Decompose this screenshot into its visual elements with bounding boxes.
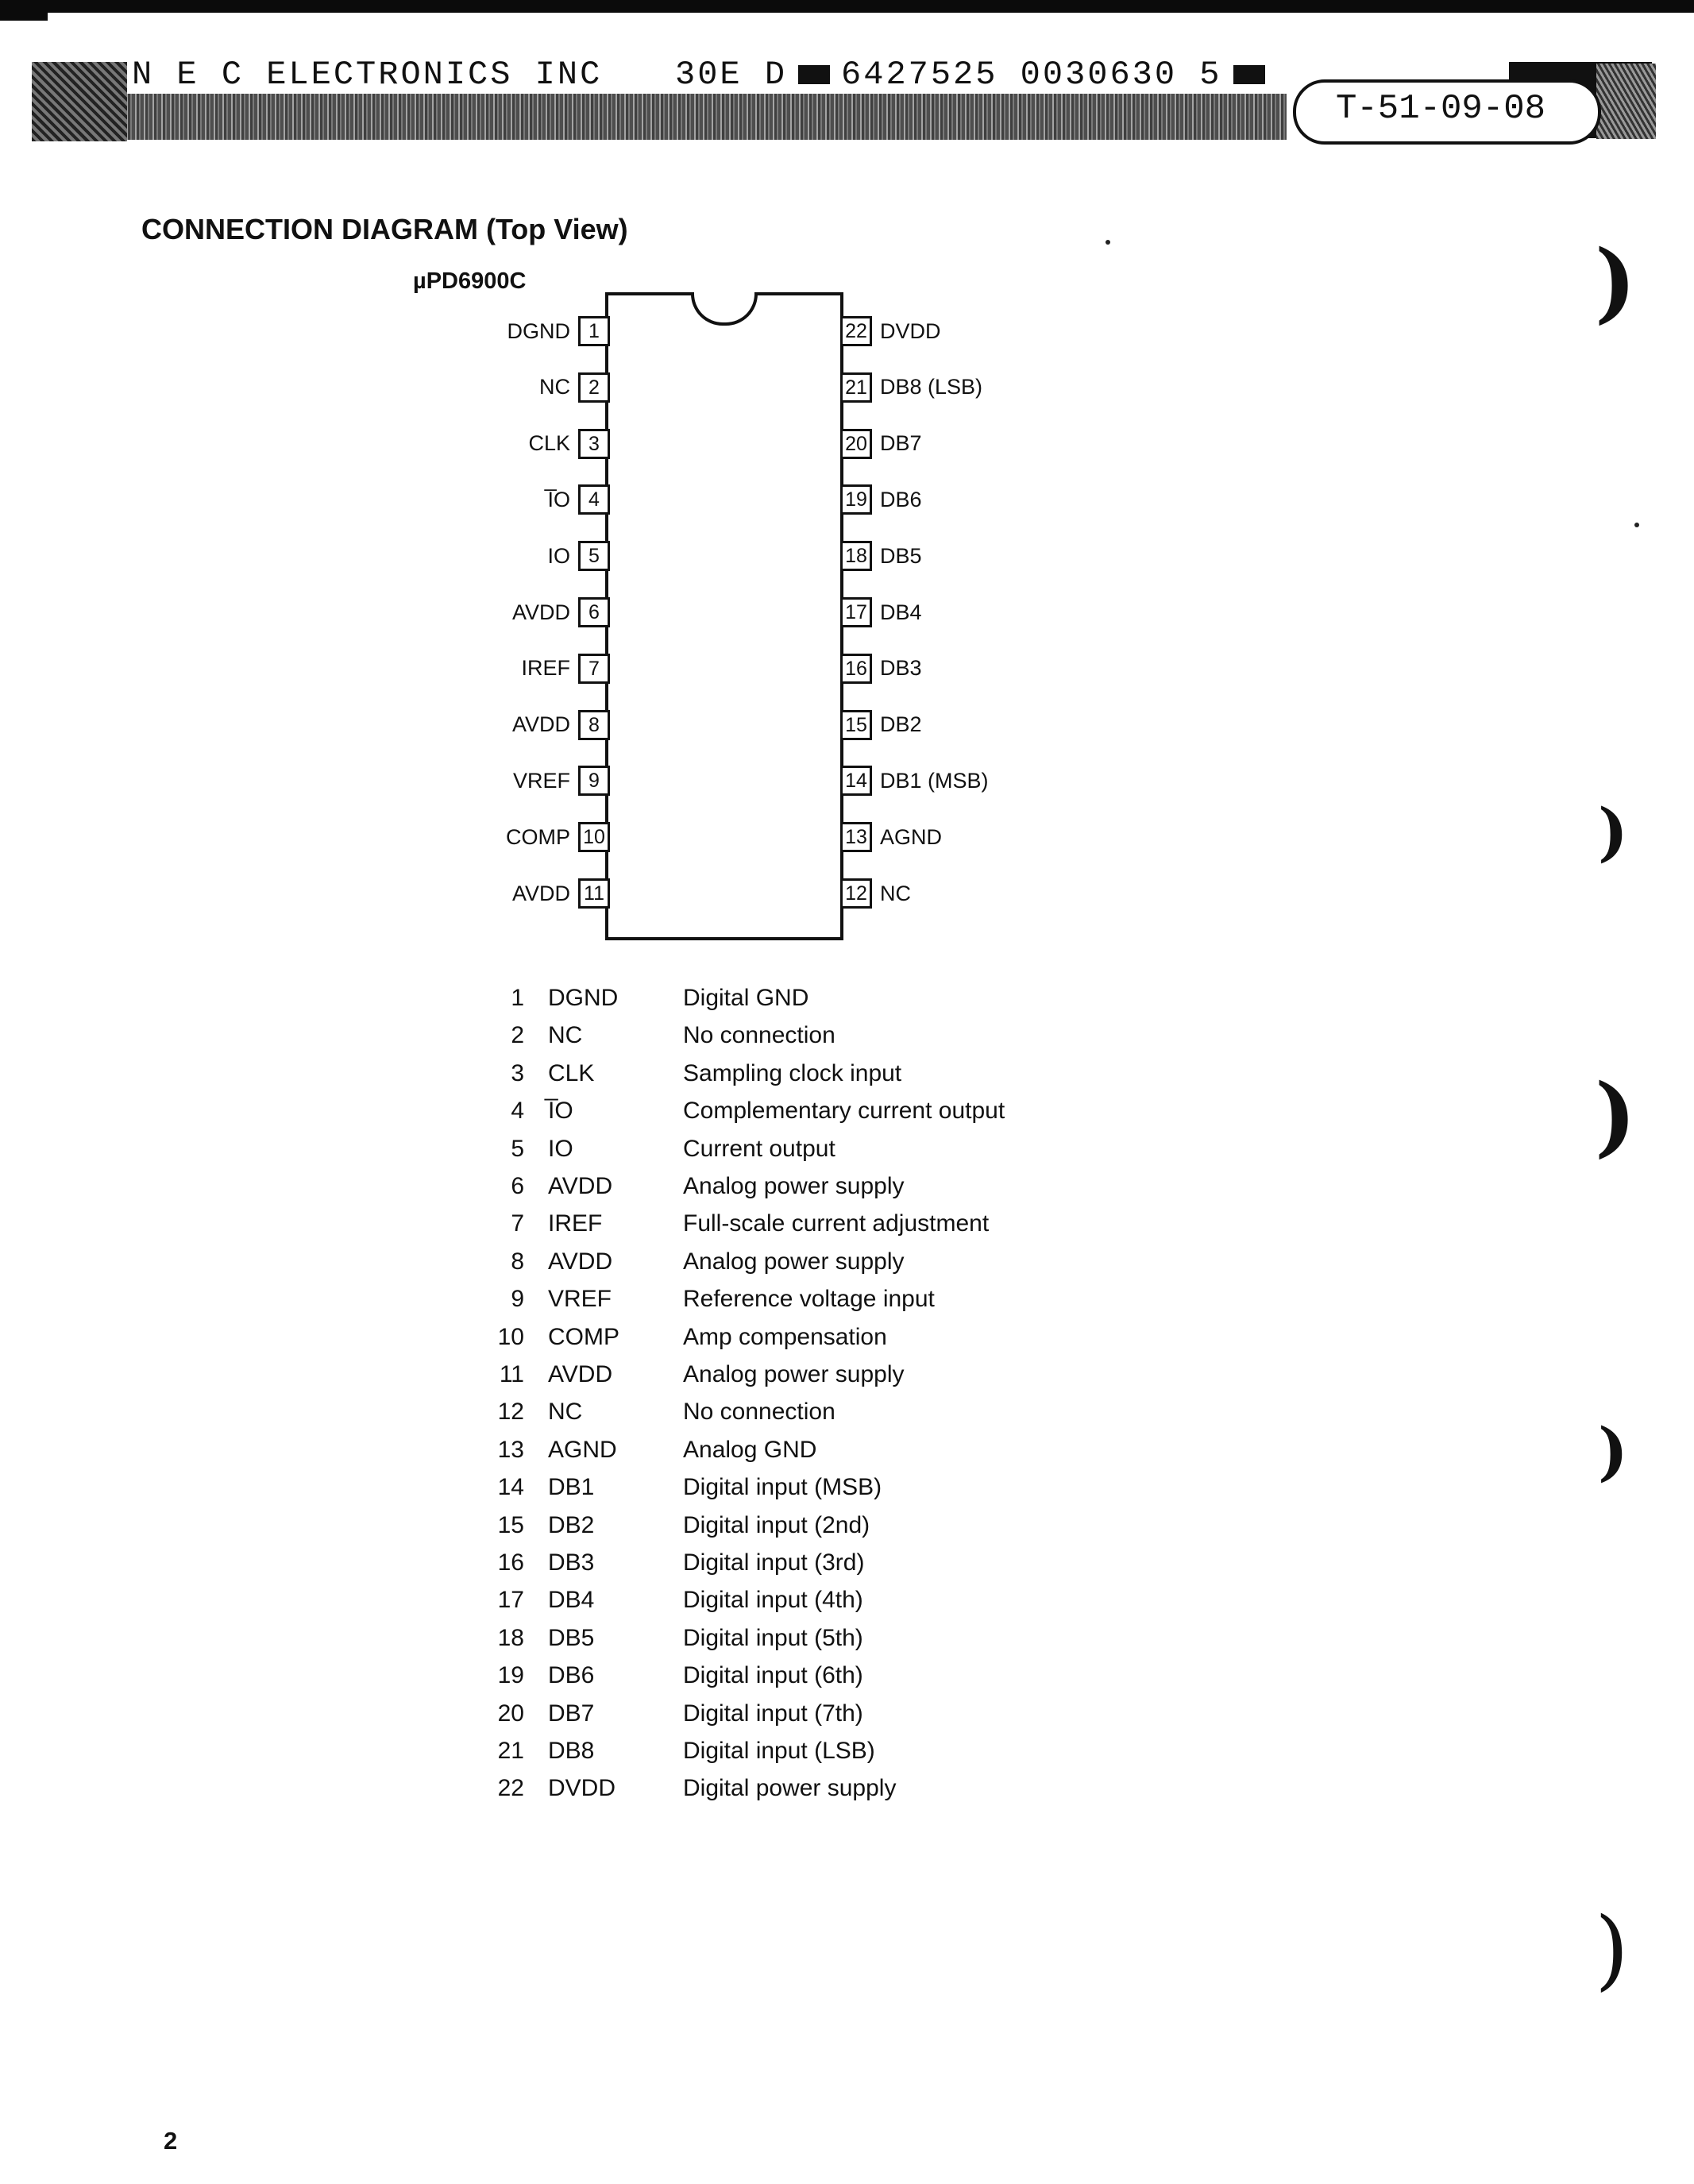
pin-number: 12	[840, 878, 872, 909]
left-pin	[292, 429, 610, 459]
header-tag-texture	[1596, 64, 1656, 139]
header-tag: T-51-09-08	[1336, 89, 1546, 129]
pin-table-number: 8	[511, 1248, 524, 1275]
right-pin	[840, 878, 1158, 909]
pin-table-number: 16	[497, 1549, 524, 1576]
pin-number: 19	[840, 484, 872, 515]
pin-table-description: Reference voltage input	[683, 1286, 935, 1313]
chip-body	[605, 292, 843, 940]
pin-table-symbol: DB5	[548, 1624, 595, 1651]
pin-name: DB3	[880, 656, 922, 681]
pin-table-description: Digital input (2nd)	[683, 1511, 870, 1538]
table-row	[477, 1625, 863, 1652]
pin-table-description: Digital input (5th)	[683, 1624, 863, 1651]
scan-speck	[1106, 240, 1110, 245]
right-pin	[840, 654, 1158, 684]
left-pin	[292, 541, 610, 571]
pin-table-number: 11	[499, 1361, 524, 1387]
pin-table-number: 2	[511, 1022, 524, 1049]
table-row	[477, 1775, 896, 1802]
binding-bracket-icon: )	[1598, 794, 1628, 869]
pin-number: 10	[578, 822, 610, 852]
pin-table-number: 18	[497, 1624, 524, 1651]
pin-number: 2	[578, 372, 610, 403]
table-row	[477, 1173, 905, 1200]
pin-number: 21	[840, 372, 872, 403]
pin-number: 7	[578, 654, 610, 684]
pin-table-symbol: AVDD	[548, 1361, 613, 1387]
table-row	[477, 1060, 901, 1087]
pin-table-symbol: DB7	[548, 1700, 595, 1727]
pin-table-symbol: DVDD	[548, 1775, 616, 1802]
pin-table-symbol: IREF	[548, 1210, 603, 1237]
pin-table-number: 10	[497, 1323, 524, 1350]
pin-table-number: 21	[497, 1738, 524, 1764]
chip-label: µPD6900C	[413, 268, 527, 294]
binding-bracket-icon: )	[1595, 1064, 1637, 1167]
table-row	[477, 1136, 835, 1163]
table-row	[477, 1210, 989, 1237]
pin-name: DB8 (LSB)	[880, 375, 983, 399]
pin-table-description: Digital input (LSB)	[683, 1738, 875, 1764]
right-pin	[840, 316, 1158, 346]
table-row	[477, 1738, 875, 1765]
pin-number: 22	[840, 316, 872, 346]
pin-table-symbol: DB8	[548, 1738, 595, 1764]
pin-number: 6	[578, 597, 610, 627]
left-pin	[292, 372, 610, 403]
left-pin	[292, 878, 610, 909]
pin-number: 5	[578, 541, 610, 571]
right-pin	[840, 429, 1158, 459]
pin-table-description: Analog power supply	[683, 1173, 905, 1199]
pin-table-number: 5	[511, 1135, 524, 1162]
pin-table-description: Full-scale current adjustment	[683, 1210, 990, 1237]
pin-table-symbol: AVDD	[548, 1248, 613, 1275]
pin-table-number: 6	[511, 1173, 524, 1199]
redaction-block-icon	[1233, 65, 1265, 84]
chip-notch-cover	[694, 289, 754, 295]
pin-name: I̅O	[547, 487, 570, 511]
table-row	[477, 1662, 863, 1689]
pin-name: NC	[880, 881, 911, 905]
table-row	[477, 1700, 863, 1727]
pin-number: 13	[840, 822, 872, 852]
pin-number: 9	[578, 766, 610, 796]
pin-name: DB5	[880, 543, 922, 568]
pin-table-number: 20	[497, 1700, 524, 1727]
pin-table-description: Sampling clock input	[683, 1059, 902, 1086]
pin-name: DVDD	[880, 318, 941, 343]
pin-name: DB7	[880, 431, 922, 456]
pin-number: 8	[578, 710, 610, 740]
right-pin	[840, 597, 1158, 627]
pin-table-number: 9	[511, 1286, 524, 1313]
pin-table-number: 15	[497, 1511, 524, 1538]
table-row	[477, 1587, 863, 1614]
pin-table-description: Digital power supply	[683, 1775, 897, 1802]
top-scan-border	[0, 0, 1694, 13]
redaction-block-icon	[798, 65, 830, 84]
header-code-left: 30E D	[675, 56, 788, 94]
table-row	[477, 1022, 835, 1049]
pin-table-description: Analog power supply	[683, 1248, 905, 1275]
table-row	[477, 1399, 835, 1426]
right-pin	[840, 710, 1158, 740]
pin-table-number: 7	[511, 1210, 524, 1237]
pin-number: 17	[840, 597, 872, 627]
pin-table-symbol: NC	[548, 1022, 583, 1049]
top-scan-mark	[0, 11, 48, 21]
pin-name: AVDD	[511, 600, 570, 624]
pin-table-symbol: COMP	[548, 1323, 619, 1350]
pin-table-symbol: AGND	[548, 1436, 617, 1463]
pin-number: 14	[840, 766, 872, 796]
pin-name: DB1 (MSB)	[880, 768, 989, 793]
table-row	[477, 1098, 1005, 1125]
pin-table-number: 1	[511, 985, 524, 1011]
pin-table-symbol: IO	[548, 1135, 573, 1162]
pin-name: DB2	[880, 712, 922, 737]
header-company: N E C ELECTRONICS INC	[132, 56, 603, 94]
pin-table-description: Digital input (4th)	[683, 1587, 863, 1614]
page-number: 2	[164, 2127, 178, 2155]
pin-table-number: 22	[497, 1775, 524, 1802]
left-pin	[292, 710, 610, 740]
pin-table-symbol: DB3	[548, 1549, 595, 1576]
pin-number: 4	[578, 484, 610, 515]
pin-number: 15	[840, 710, 872, 740]
pin-name: DB6	[880, 487, 922, 511]
pin-name: DGND	[507, 318, 570, 343]
pin-name: AGND	[880, 824, 943, 849]
pin-table-description: Current output	[683, 1135, 835, 1162]
pin-name: IO	[547, 543, 570, 568]
pin-number: 18	[840, 541, 872, 571]
pin-table-number: 17	[497, 1587, 524, 1614]
table-row	[477, 1437, 816, 1464]
table-row	[477, 1361, 905, 1388]
left-pin	[292, 597, 610, 627]
left-pin	[292, 484, 610, 515]
pin-table-number: 3	[511, 1059, 524, 1086]
pin-table-description: Digital GND	[683, 985, 809, 1011]
pin-table-description: Amp compensation	[683, 1323, 887, 1350]
left-pin	[292, 316, 610, 346]
pin-table-number: 4	[511, 1098, 524, 1125]
pin-table-description: Analog power supply	[683, 1361, 905, 1387]
table-row	[477, 1474, 882, 1501]
table-row	[477, 1286, 935, 1313]
header-band-left-texture	[32, 62, 127, 141]
pin-number: 1	[578, 316, 610, 346]
pin-name: DB4	[880, 600, 922, 624]
right-pin	[840, 484, 1158, 515]
pin-name: IREF	[521, 656, 570, 681]
left-pin	[292, 654, 610, 684]
table-row	[477, 1512, 870, 1539]
pin-table-symbol: AVDD	[548, 1173, 613, 1199]
section-title: CONNECTION DIAGRAM (Top View)	[141, 213, 628, 245]
pin-table-symbol: I̅O	[548, 1098, 573, 1125]
pin-name: CLK	[528, 431, 570, 456]
pin-table-symbol: NC	[548, 1399, 583, 1426]
pin-table-symbol: CLK	[548, 1059, 595, 1086]
pin-table-symbol: DGND	[548, 985, 619, 1011]
pin-table-symbol: DB1	[548, 1474, 595, 1501]
header-band-texture	[32, 94, 1287, 140]
pin-table-description: Digital input (7th)	[683, 1700, 863, 1727]
scan-speck	[1634, 523, 1639, 527]
header-code-right: 6427525 0030630 5	[841, 56, 1222, 94]
binding-bracket-icon: )	[1595, 230, 1637, 333]
binding-bracket-icon: )	[1595, 1898, 1629, 2000]
pin-table-description: Complementary current output	[683, 1098, 1005, 1125]
pin-table-description: No connection	[683, 1399, 835, 1426]
pin-table-number: 12	[497, 1399, 524, 1426]
right-pin	[840, 372, 1158, 403]
pin-table-description: Digital input (MSB)	[683, 1474, 882, 1501]
pin-table-symbol: VREF	[548, 1286, 612, 1313]
binding-bracket-icon: )	[1598, 1414, 1628, 1488]
pin-number: 20	[840, 429, 872, 459]
pin-table-symbol: DB6	[548, 1662, 595, 1689]
pin-table-symbol: DB4	[548, 1587, 595, 1614]
pin-number: 11	[578, 878, 610, 909]
pin-name: COMP	[506, 824, 570, 849]
right-pin	[840, 822, 1158, 852]
table-row	[477, 1324, 887, 1351]
pin-table-description: Analog GND	[683, 1436, 817, 1463]
pin-table-description: No connection	[683, 1022, 835, 1049]
header-code	[675, 56, 1276, 94]
right-pin	[840, 541, 1158, 571]
left-pin	[292, 822, 610, 852]
pin-name: NC	[539, 375, 570, 399]
pin-name: AVDD	[511, 712, 570, 737]
table-row	[477, 985, 808, 1012]
right-pin	[840, 766, 1158, 796]
left-pin	[292, 766, 610, 796]
pin-table-number: 19	[497, 1662, 524, 1689]
pin-table-symbol: DB2	[548, 1511, 595, 1538]
pin-table-number: 13	[497, 1436, 524, 1463]
table-row	[477, 1248, 905, 1275]
table-row	[477, 1549, 864, 1576]
pin-table-number: 14	[497, 1474, 524, 1501]
pin-number: 3	[578, 429, 610, 459]
pin-name: AVDD	[511, 881, 570, 905]
pin-number: 16	[840, 654, 872, 684]
pin-table-description: Digital input (3rd)	[683, 1549, 865, 1576]
pin-name: VREF	[512, 768, 570, 793]
pin-table-description: Digital input (6th)	[683, 1662, 863, 1689]
